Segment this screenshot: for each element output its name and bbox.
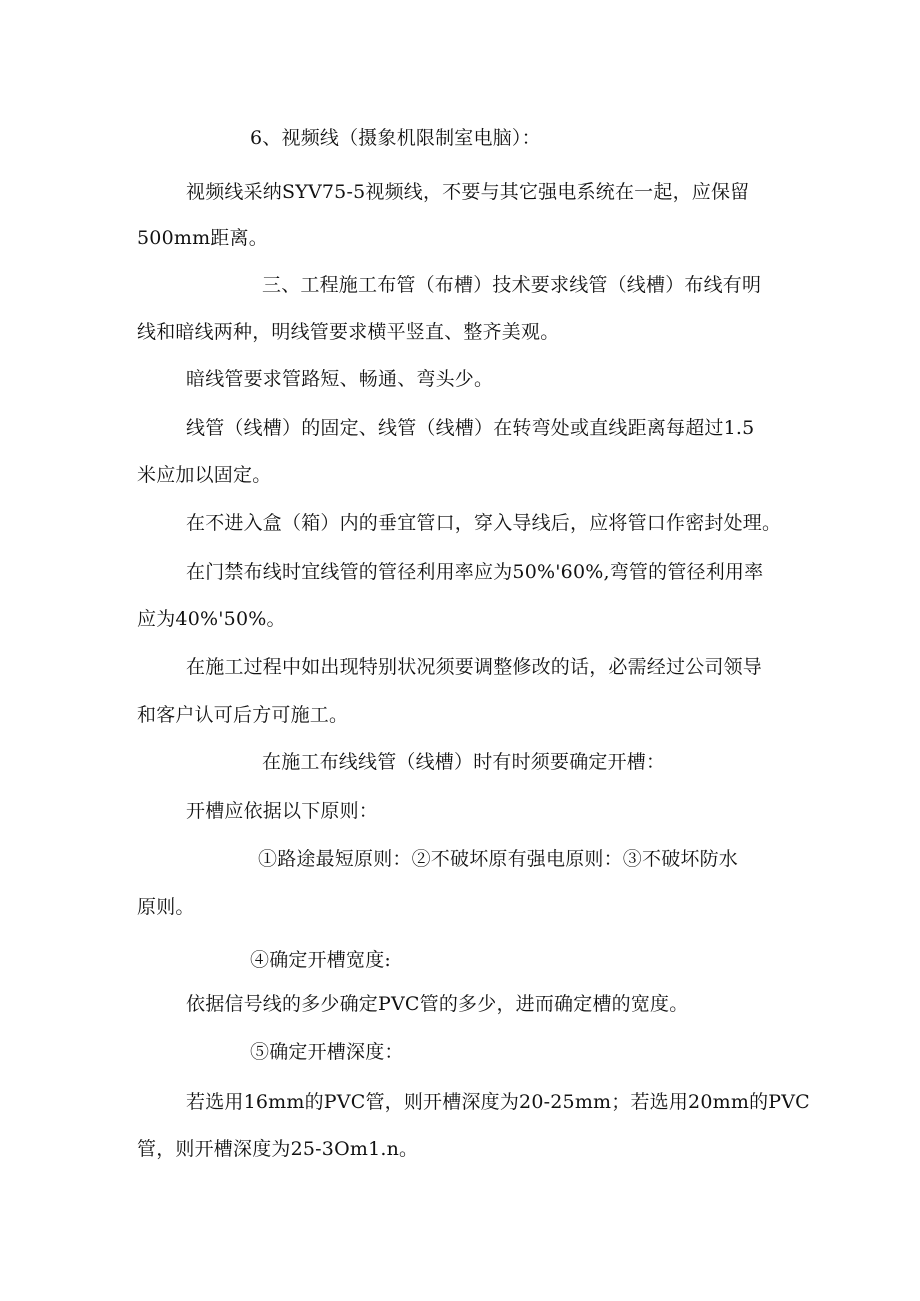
section-heading-construction-line-2: 线和暗线两种，明线管要求横平竖直、整齐美观。 — [137, 321, 560, 343]
paragraph-adjustment-line-1: 在施工过程中如出现特别状况须要调整修改的话，必需经过公司领导 — [186, 656, 763, 678]
heading-slot-depth: ⑤确定开槽深度： — [250, 1041, 404, 1063]
principles-list-line-2: 原则。 — [137, 896, 195, 918]
paragraph-slot-width: 依据信号线的多少确定PVC管的多少，进而确定槽的宽度。 — [186, 993, 689, 1015]
paragraph-video-line-2: 500mm距离。 — [137, 227, 268, 249]
principles-list-line-1: ①路途最短原则：②不破坏原有强电原则：③不破坏防水 — [258, 848, 739, 870]
paragraph-video-line-1: 视频线采纳SYV75-5视频线，不要与其它强电系统在一起，应保留 — [186, 181, 750, 203]
paragraph-sealing: 在不进入盒（箱）内的垂宜管口，穿入导线后，应将管口作密封处理。 — [186, 512, 782, 534]
paragraph-utilization-line-1: 在门禁布线时宜线管的管径利用率应为50%'60%,弯管的管径利用率 — [186, 561, 764, 583]
section-heading-construction-line-1: 三、工程施工布管（布槽）技术要求线管（线槽）布线有明 — [262, 274, 762, 296]
paragraph-utilization-line-2: 应为40%'50%。 — [137, 608, 286, 630]
paragraph-slot-depth-line-1: 若选用16mm的PVC管，则开槽深度为20-25mm；若选用20mm的PVC — [186, 1091, 810, 1113]
paragraph-fixing-line-1: 线管（线槽）的固定、线管（线槽）在转弯处或直线距离每超过1.5 — [186, 417, 755, 439]
paragraph-slot-depth-line-2: 管，则开槽深度为25-3Om1.n。 — [137, 1138, 419, 1160]
paragraph-slotting-principles: 开槽应依据以下原则： — [186, 800, 379, 822]
heading-video-line: 6、视频线（摄象机限制室电脑）： — [250, 127, 541, 149]
paragraph-fixing-line-2: 米应加以固定。 — [137, 464, 272, 486]
paragraph-slotting-intro: 在施工布线线管（线槽）时有时须要确定开槽： — [262, 751, 666, 773]
paragraph-concealed-pipe: 暗线管要求管路短、畅通、弯头少。 — [186, 368, 494, 390]
heading-slot-width: ④确定开槽宽度: — [250, 949, 392, 971]
paragraph-adjustment-line-2: 和客户认可后方可施工。 — [137, 704, 349, 726]
